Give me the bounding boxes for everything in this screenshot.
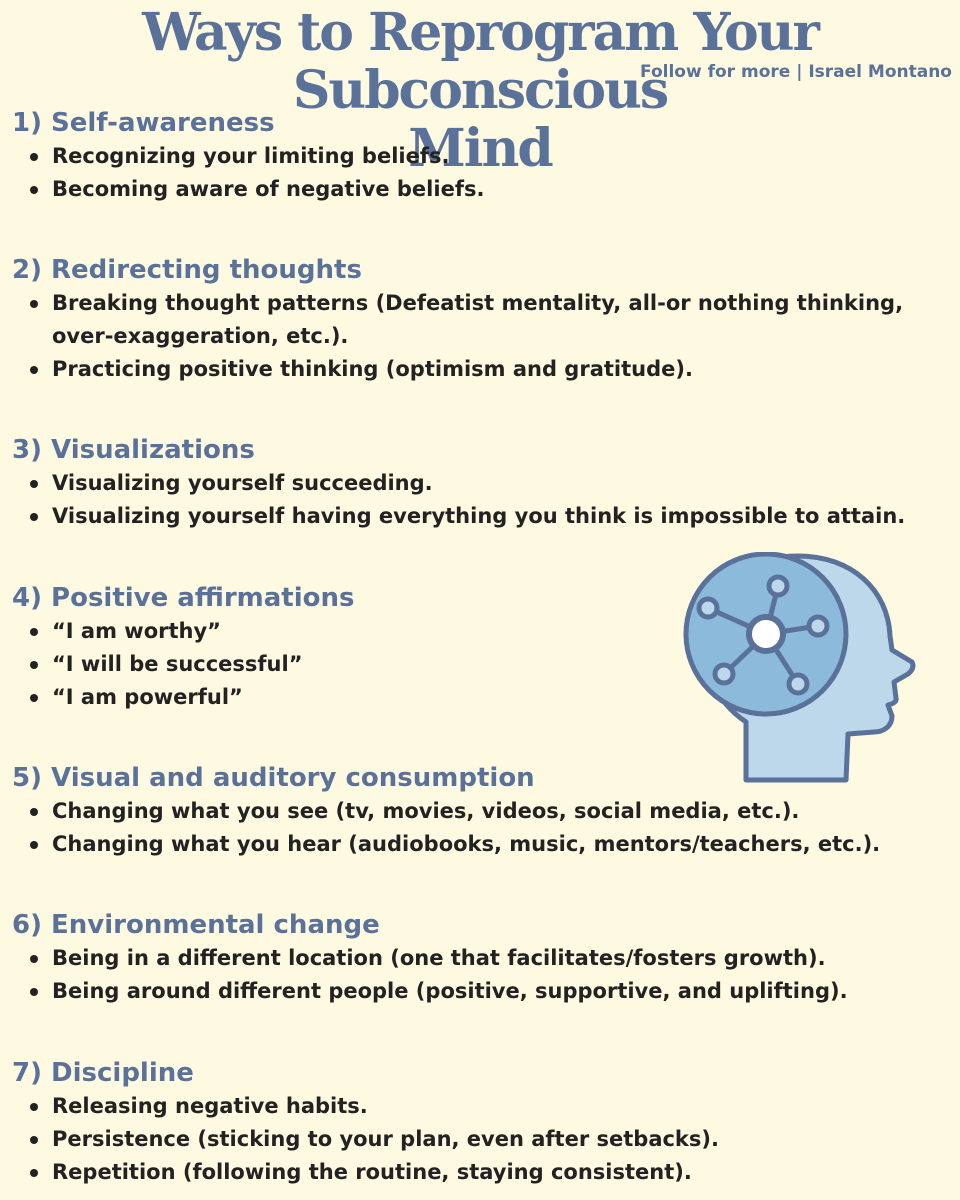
list-item: “I am worthy” [12, 615, 672, 648]
section-list [12, 140, 942, 206]
list-item: Being around different people (positive, supportive, and uplifting). [12, 975, 942, 1008]
head-network-icon [680, 552, 920, 784]
section-positive-affirmations [12, 581, 672, 714]
list-item: “I will be successful” [12, 648, 672, 681]
section-visualizations [12, 433, 942, 533]
section-heading: 1) Self-awareness [12, 108, 275, 138]
list-item: Changing what you hear (audiobooks, music, mentors/teachers, etc.). [12, 828, 942, 861]
list-item: Practicing positive thinking (optimism and gratitude). [12, 353, 942, 386]
section-list [12, 942, 942, 1008]
list-item: Being in a different location (one that facilitates/fosters growth). [12, 942, 942, 975]
section-heading: 5) Visual and auditory consumption [12, 763, 535, 793]
list-item: Visualizing yourself succeeding. [12, 467, 942, 500]
section-discipline [12, 1056, 942, 1189]
list-item: Repetition (following the routine, staying consistent). [12, 1156, 942, 1189]
section-list [12, 287, 942, 386]
list-item: Recognizing your limiting beliefs. [12, 140, 942, 173]
list-item: Breaking thought patterns (Defeatist mentality, all-or nothing thinking, over-exaggeration, etc.). [12, 287, 942, 353]
title-line-2: Mind [408, 118, 552, 179]
list-item: Becoming aware of negative beliefs. [12, 173, 942, 206]
list-item: Visualizing yourself having everything you think is impossible to attain. [12, 500, 942, 533]
section-heading: 4) Positive affirmations [12, 583, 355, 613]
section-heading: 7) Discipline [12, 1058, 194, 1088]
section-self-awareness [12, 106, 942, 206]
list-item: Persistence (sticking to your plan, even after setbacks). [12, 1123, 942, 1156]
section-heading: 3) Visualizations [12, 435, 255, 465]
follow-credit: Follow for more | Israel Montano [640, 62, 952, 82]
section-list [12, 1090, 942, 1189]
section-list [12, 467, 942, 533]
section-redirecting-thoughts [12, 253, 942, 386]
list-item: Changing what you see (tv, movies, videos, social media, etc.). [12, 795, 942, 828]
section-environmental-change [12, 908, 942, 1008]
section-heading: 6) Environmental change [12, 910, 380, 940]
list-item: “I am powerful” [12, 681, 672, 714]
section-heading: 2) Redirecting thoughts [12, 255, 362, 285]
title-line-1: Ways to Reprogram Your Subconscious [142, 2, 818, 121]
section-list [12, 795, 942, 861]
section-list [12, 615, 672, 714]
list-item: Releasing negative habits. [12, 1090, 942, 1123]
